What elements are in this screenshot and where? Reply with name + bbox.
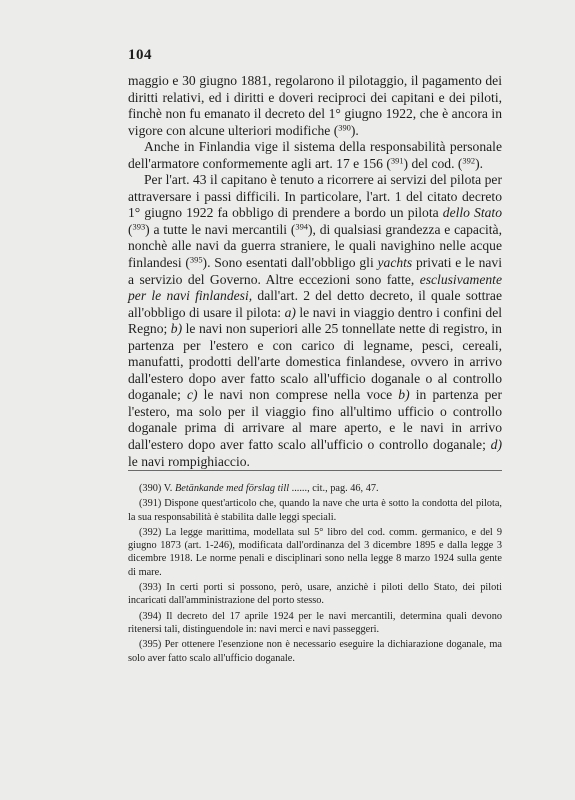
text-segment: dall'art. 2 del detto decreto, il quale sottrae all'obbligo di usare il pilota: bbox=[128, 288, 502, 320]
footnotes bbox=[128, 482, 502, 665]
footnote-391: (391) Dispone quest'articolo che, quando la nave che urta è sotto la condotta del pilota, la sua responsabilità è stabilita dalle leggi speciali. bbox=[128, 498, 502, 523]
text-segment: Anche in Finlandia vige il sistema della responsabilità personale dell'armatore conformemente agli art. 17 e 156 ( bbox=[128, 139, 502, 171]
text-segment: le navi rompighiaccio. bbox=[128, 453, 250, 469]
text-segment: ( bbox=[128, 221, 133, 237]
italic-text: esclusivamente per le navi finlandesi, bbox=[128, 271, 502, 304]
text-segment: maggio e 30 giugno 1881, regolarono il pilotaggio, il pagamento dei diritti relativi, ed i diritti e doveri reciproci dei capitani e dei piloti, finchè non fu emanato il decreto del 1° giugno 1922, che è ancora in vigore con alcune ulteriori modifiche ( bbox=[128, 73, 502, 138]
text-segment: (390) V. bbox=[139, 483, 175, 494]
text-segment: ......, cit., pag. 46, 47. bbox=[289, 483, 379, 494]
text-segment: Per l'art. 43 il capitano è tenuto a ricorrere ai servizi del pilota per attraversare i passi difficili. In particolare, l'art. 1 del citato decreto 1° giugno 1922 fa obbligo di prendere a bordo un pilota bbox=[128, 172, 502, 221]
footnote-390 bbox=[128, 482, 502, 495]
text-segment: ). bbox=[475, 155, 483, 171]
paragraph-2 bbox=[128, 139, 502, 172]
footnote-ref-391: 391 bbox=[390, 155, 404, 166]
footnote-395: (395) Per ottenere l'esenzione non è necessario eseguire la dichiarazione doganale, ma solo aver fatto scalo all'ufficio doganale. bbox=[128, 639, 502, 664]
footnote-ref-392: 392 bbox=[462, 155, 476, 166]
footnote-393: (393) In certi porti si possono, però, usare, anzichè i piloti dello Stato, dei piloti incaricati dall'amministrazione del porto stesso. bbox=[128, 582, 502, 607]
footnote-ref-395: 395 bbox=[189, 254, 203, 265]
italic-text: b) bbox=[170, 321, 183, 337]
text-segment: ). bbox=[350, 122, 359, 138]
text-segment: le navi non comprese nella voce bbox=[197, 387, 399, 403]
footnote-ref-394: 394 bbox=[295, 221, 309, 232]
text-segment: ) a tutte le navi mercantili ( bbox=[145, 221, 296, 237]
footnote-divider bbox=[128, 470, 502, 471]
footnote-ref-393: 393 bbox=[132, 221, 146, 232]
paragraph-3 bbox=[128, 172, 502, 470]
paragraph-1 bbox=[128, 73, 502, 139]
italic-text: dello Stato bbox=[442, 205, 502, 221]
italic-text: a) bbox=[284, 304, 296, 320]
text-segment: ), di qualsiasi grandezza e capacità, nonchè alle navi da guerra straniere, le quali navighino nelle acque finlandesi ( bbox=[128, 221, 502, 271]
italic-text: Betänkande med förslag till bbox=[174, 483, 290, 494]
footnote-394: (394) Il decreto del 17 aprile 1924 per le navi mercantili, determina quali devono ritenersi tali, distinguendole in: navi merci e navi passeggeri. bbox=[128, 610, 502, 635]
footnote-392: (392) La legge marittima, modellata sul 5° libro del cod. comm. germanico, e del 9 giugno 1873 (art. 1-246), modificata dall'ordinanza del 3 dicembre 1895 e dalla legge 3 dicembre 1918. Le norme penali e disciplinari sono nella legge 8 marzo 1924 sulla gente di mare. bbox=[128, 526, 502, 578]
italic-text: yachts bbox=[377, 255, 413, 271]
italic-text: b) bbox=[398, 387, 410, 403]
italic-text: d) bbox=[490, 437, 502, 453]
italic-text: c) bbox=[186, 387, 198, 403]
text-segment: ) del cod. ( bbox=[403, 155, 463, 171]
text-segment: ). Sono esentati dall'obbligo gli bbox=[202, 255, 378, 271]
text-segment: le navi in viaggio dentro i confini del Regno; bbox=[128, 304, 503, 337]
footnote-ref-390: 390 bbox=[338, 122, 351, 133]
text-segment: in partenza per l'estero, ma solo per il viaggio fino all'ultimo ufficio o controllo doganale prima di arrivare al mare aperto, e le navi in arrivo dall'estero dopo aver fatto scalo all'ufficio o controllo doganale; bbox=[128, 387, 502, 453]
text-segment: le navi non superiori alle 25 tonnellate nette di registro, in partenza per l'estero e con carico di legname, pesci, cereali, manufatti, prodotti dell'arte domestica finlandese, ovvero in arrivo dall'estero dopo aver fatto scalo all'ufficio doganale o al controllo doganale; bbox=[128, 321, 502, 403]
text-segment: privati e le navi a servizio del Governo. Altre eccezioni sono fatte, bbox=[128, 255, 503, 287]
main-text bbox=[128, 73, 502, 470]
page-number: 104 bbox=[128, 47, 152, 63]
